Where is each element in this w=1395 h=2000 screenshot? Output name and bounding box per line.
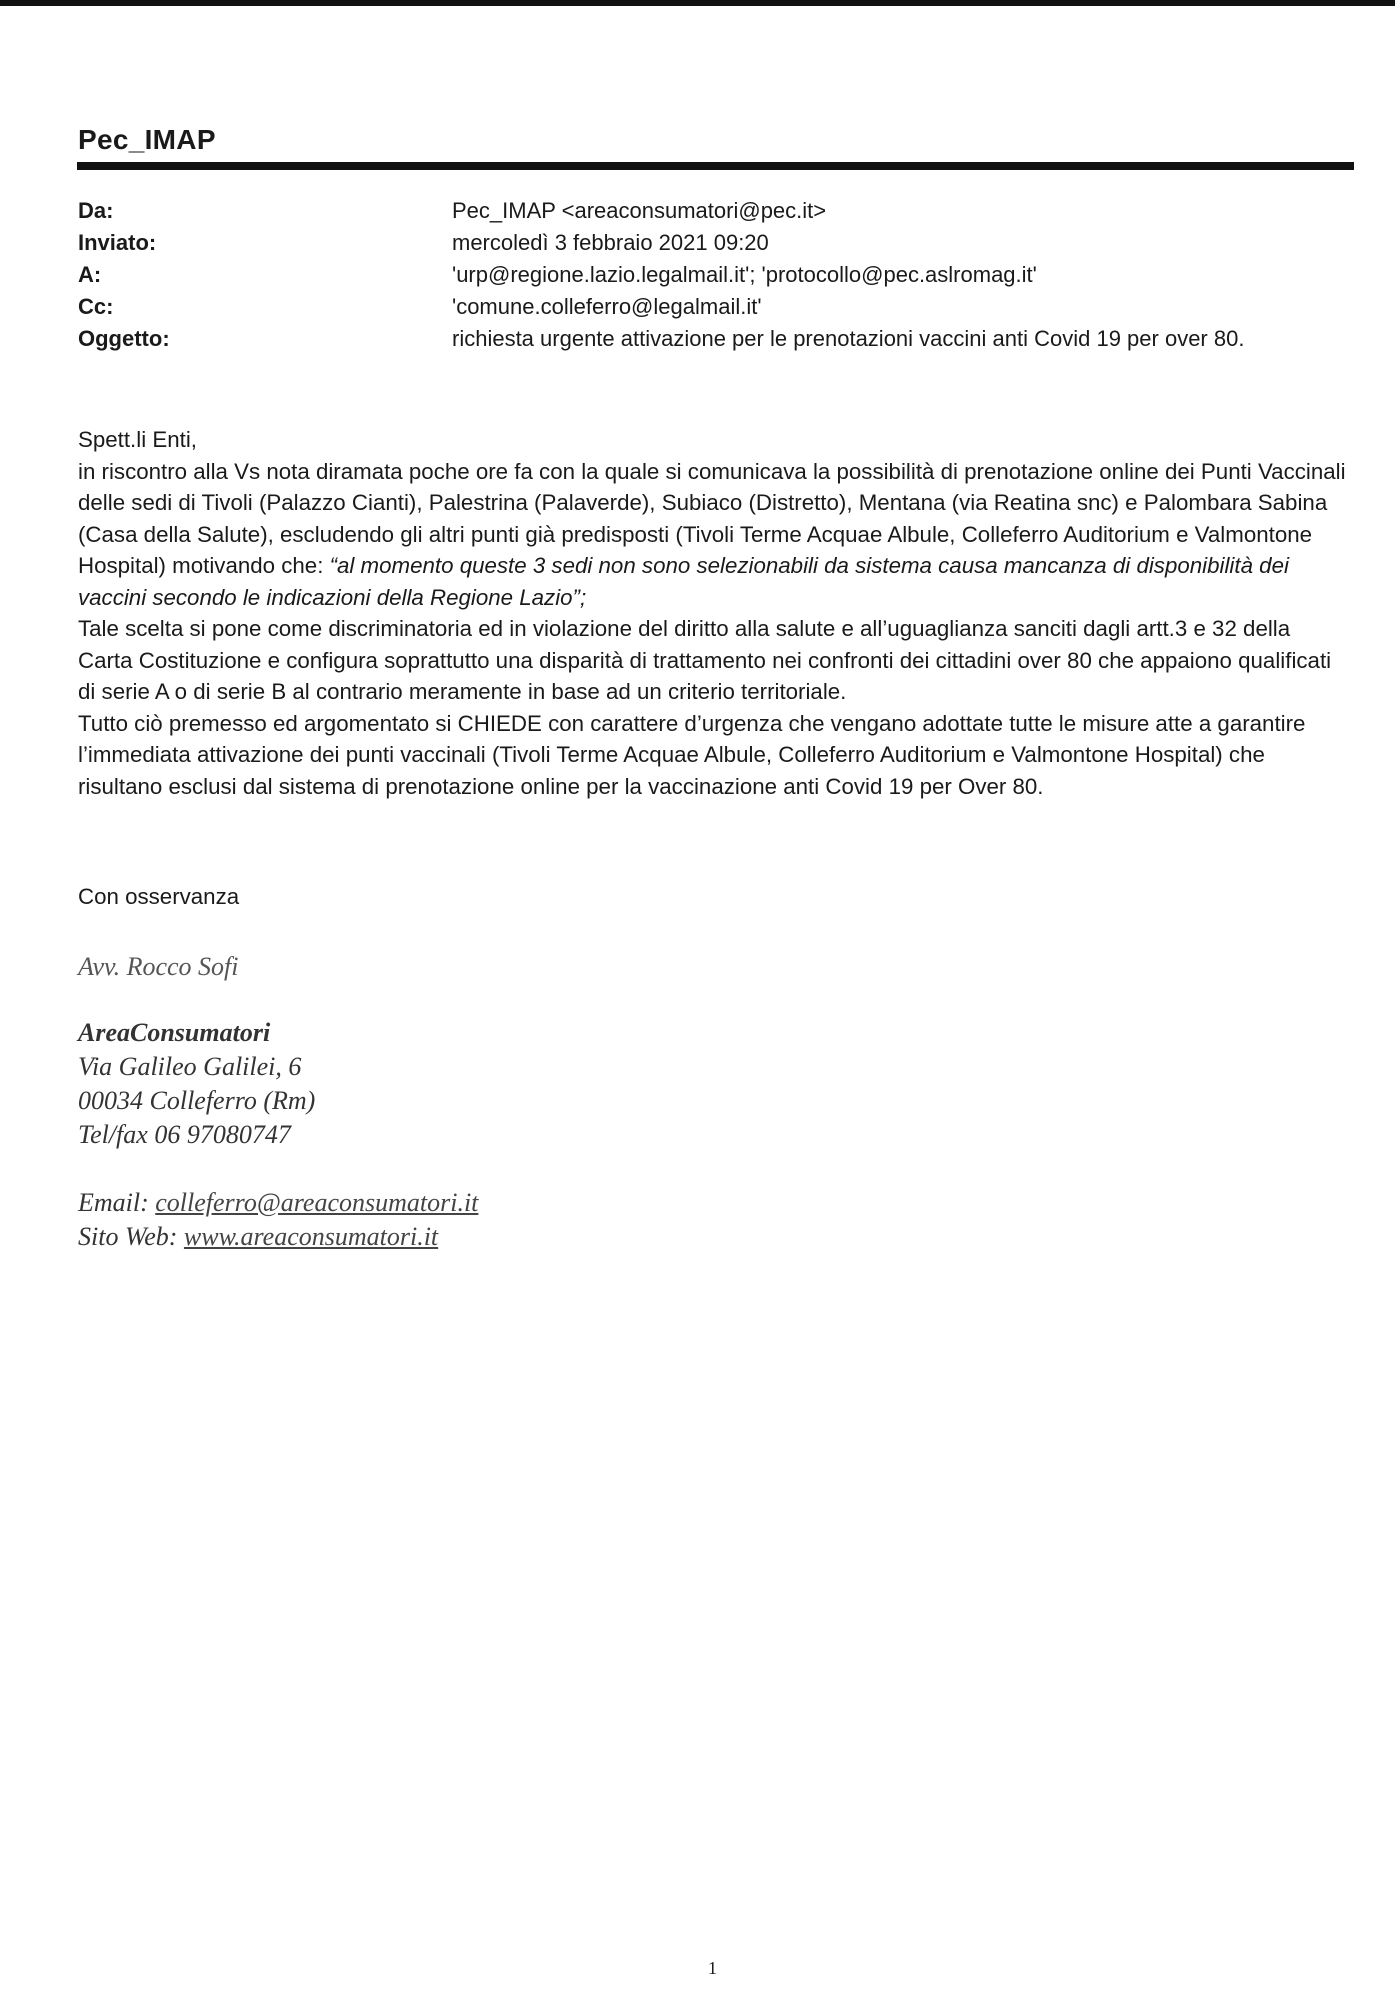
- website-link[interactable]: www.areaconsumatori.it: [183, 1222, 439, 1251]
- salutation: Spett.li Enti,: [78, 427, 197, 452]
- signature-organization: [78, 1016, 315, 1152]
- telfax: Tel/fax 06 97080747: [78, 1120, 291, 1149]
- from-label: Da:: [78, 198, 114, 223]
- header-row-to: [78, 262, 1358, 294]
- body-paragraph-3: Tutto ciò premesso ed argomentato si CHIEDE con carattere d’urgenza che vengano adottate tutte le misure atte a garantire l’immediata attivazione dei punti vaccinali (Tivoli Terme Acquae Albule, Colleferro Auditorium e Valmontone Hospital) che risultano esclusi dal sistema di prenotazione online per la vaccinazione anti Covid 19 per Over 80.: [78, 710, 1306, 799]
- address-line-2: 00034 Colleferro (Rm): [78, 1086, 316, 1115]
- mailbox-title: Pec_IMAP: [78, 124, 216, 155]
- header-row-subject: [78, 326, 1358, 358]
- body-paragraph-1-text: in riscontro alla Vs nota diramata poche ore fa con la quale si comunicava la possibilità di prenotazione online dei Punti Vaccinali delle sedi di Tivoli (Palazzo Cianti), Palestrina (Palaverde), Subiaco (Distretto), Mentana (via Reatina snc) e Palombara Sabina (Casa della Salute), escludendo gli altri punti già predisposti (Tivoli Terme Acquae Albule, Colleferro Auditorium e Valmontone Hospital) motivando che:: [78, 458, 1346, 578]
- website-contact: [78, 1220, 478, 1254]
- sent-value: mercoledì 3 febbraio 2021 09:20: [452, 230, 769, 255]
- cc-label: Cc:: [78, 294, 114, 319]
- header-row-sent: [78, 230, 1358, 262]
- closing: Con osservanza: [78, 884, 240, 909]
- signature-contacts: [78, 1186, 478, 1254]
- email-header: [78, 198, 1358, 358]
- email-contact: [78, 1186, 478, 1220]
- email-contact-link[interactable]: colleferro@areaconsumatori.it: [155, 1188, 479, 1217]
- email-body: [78, 424, 1350, 802]
- address-line-1: Via Galileo Galilei, 6: [78, 1052, 302, 1081]
- sent-label: Inviato:: [78, 230, 157, 255]
- email-contact-label: Email:: [78, 1188, 149, 1217]
- header-row-from: [78, 198, 1358, 230]
- signature-name: Avv. Rocco Sofi: [78, 952, 239, 981]
- page-number: 1: [708, 1958, 717, 1978]
- website-label: Sito Web:: [78, 1222, 178, 1251]
- body-paragraph-2: Tale scelta si pone come discriminatoria ed in violazione del diritto alla salute e all’uguaglianza sanciti dagli artt.3 e 32 della Carta Costituzione e configura soprattutto una disparità di trattamento nei confronti dei cittadini over 80 che appaiono qualificati di serie A o di serie B al contrario meramente in base ad un criterio territoriale.: [78, 616, 1332, 704]
- header-row-cc: [78, 294, 1358, 326]
- quoted-notice: “al momento queste 3 sedi non sono selezionabili da sistema causa mancanza di disponibilità dei vaccini secondo le indicazioni della Regione Lazio”;: [78, 553, 1289, 610]
- subject-value: richiesta urgente attivazione per le prenotazioni vaccini anti Covid 19 per over 80.: [452, 326, 1245, 351]
- from-value: Pec_IMAP <areaconsumatori@pec.it>: [452, 198, 827, 223]
- title-divider: [77, 162, 1354, 170]
- to-label: A:: [78, 262, 102, 287]
- body-paragraph-1: [78, 456, 1350, 614]
- to-value: 'urp@regione.lazio.legalmail.it'; 'protocollo@pec.aslromag.it': [452, 262, 1037, 287]
- organization-name: AreaConsumatori: [78, 1018, 271, 1047]
- cc-value: 'comune.colleferro@legalmail.it': [452, 294, 762, 319]
- subject-label: Oggetto:: [78, 326, 170, 351]
- top-border: [0, 0, 1395, 6]
